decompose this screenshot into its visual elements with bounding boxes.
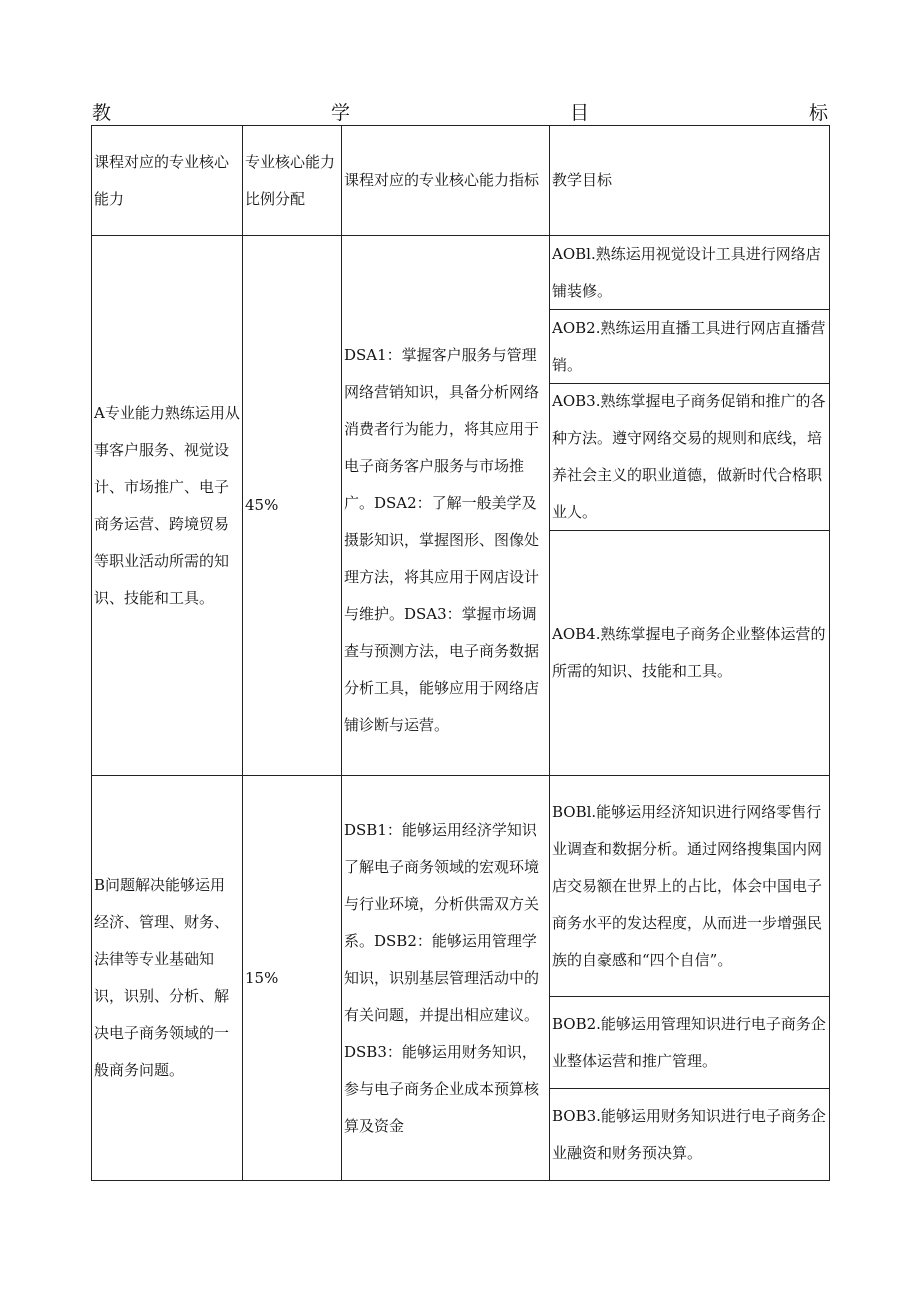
indicators-cell: DSB1：能够运用经济学知识了解电子商务领域的宏观环境与行业环境，分析供需双方关系。DSB2：能够运用管理学知识，识别基层管理活动中的有关问题，并提出相应建议。DSB3：能够运用财务知识，参与电子商务企业成本预算核算及资金 [342,776,550,1181]
objective-item: AOB2.熟练运用直播工具进行网店直播营销。 [550,309,829,383]
indicators-cell: DSA1：掌握客户服务与管理网络营销知识，具备分析网络消费者行为能力，将其应用于电子商务客户服务与市场推广。DSA2：了解一般美学及摄影知识，掌握图形、图像处理方法，将其应用于网店设计与维护。DSA3：掌握市场调查与预测方法，电子商务数据分析工具，能够应用于网络店铺诊断与运营。 [342,236,550,776]
header-core-ability: 课程对应的专业核心能力 [92,126,243,236]
teaching-objectives-table [91,125,830,1181]
table-header-row [92,126,830,236]
ratio-cell: 45% [243,236,342,776]
objective-item: BOBl.能够运用经济知识进行网络零售行业调查和数据分析。通过网络搜集国内网店交易额在世界上的占比，体会中国电子商务水平的发达程度，从而进一步增强民族的自豪感和“四个自信”。 [552,802,823,969]
title-char: 教 [92,102,112,124]
ratio-cell: 15% [243,776,342,1181]
title-char: 目 [569,102,589,124]
objective-item: AOB3.熟练掌握电子商务促销和推广的各种方法。遵守网络交易的规则和底线，培养社会主义的职业道德，做新时代合格职业人。 [550,383,829,530]
title-char: 学 [330,102,350,124]
objective-item: AOB4.熟练掌握电子商务企业整体运营的所需的知识、技能和工具。 [550,530,829,775]
objective-item: AOBl.熟练运用视觉设计工具进行网络店铺装修。 [552,244,821,300]
objectives-cell [550,776,830,1181]
objective-item: BOB3.能够运用财务知识进行电子商务企业融资和财务预决算。 [550,1088,829,1180]
ability-cell: A专业能力熟练运用从事客户服务、视觉设计、市场推广、电子商务运营、跨境贸易等职业活动所需的知识、技能和工具。 [92,236,243,776]
title-char: 标 [808,102,828,124]
header-indicators: 课程对应的专业核心能力指标 [342,126,550,236]
table-row [92,236,830,776]
header-ratio: 专业核心能力比例分配 [243,126,342,236]
section-title [92,100,828,126]
header-objectives: 教学目标 [550,126,830,236]
objective-item: BOB2.能够运用管理知识进行电子商务企业整体运营和推广管理。 [550,996,829,1088]
ability-cell: B问题解决能够运用经济、管理、财务、法律等专业基础知识，识别、分析、解决电子商务领域的一般商务问题。 [92,776,243,1181]
objectives-cell [550,236,830,776]
table-row [92,776,830,1181]
